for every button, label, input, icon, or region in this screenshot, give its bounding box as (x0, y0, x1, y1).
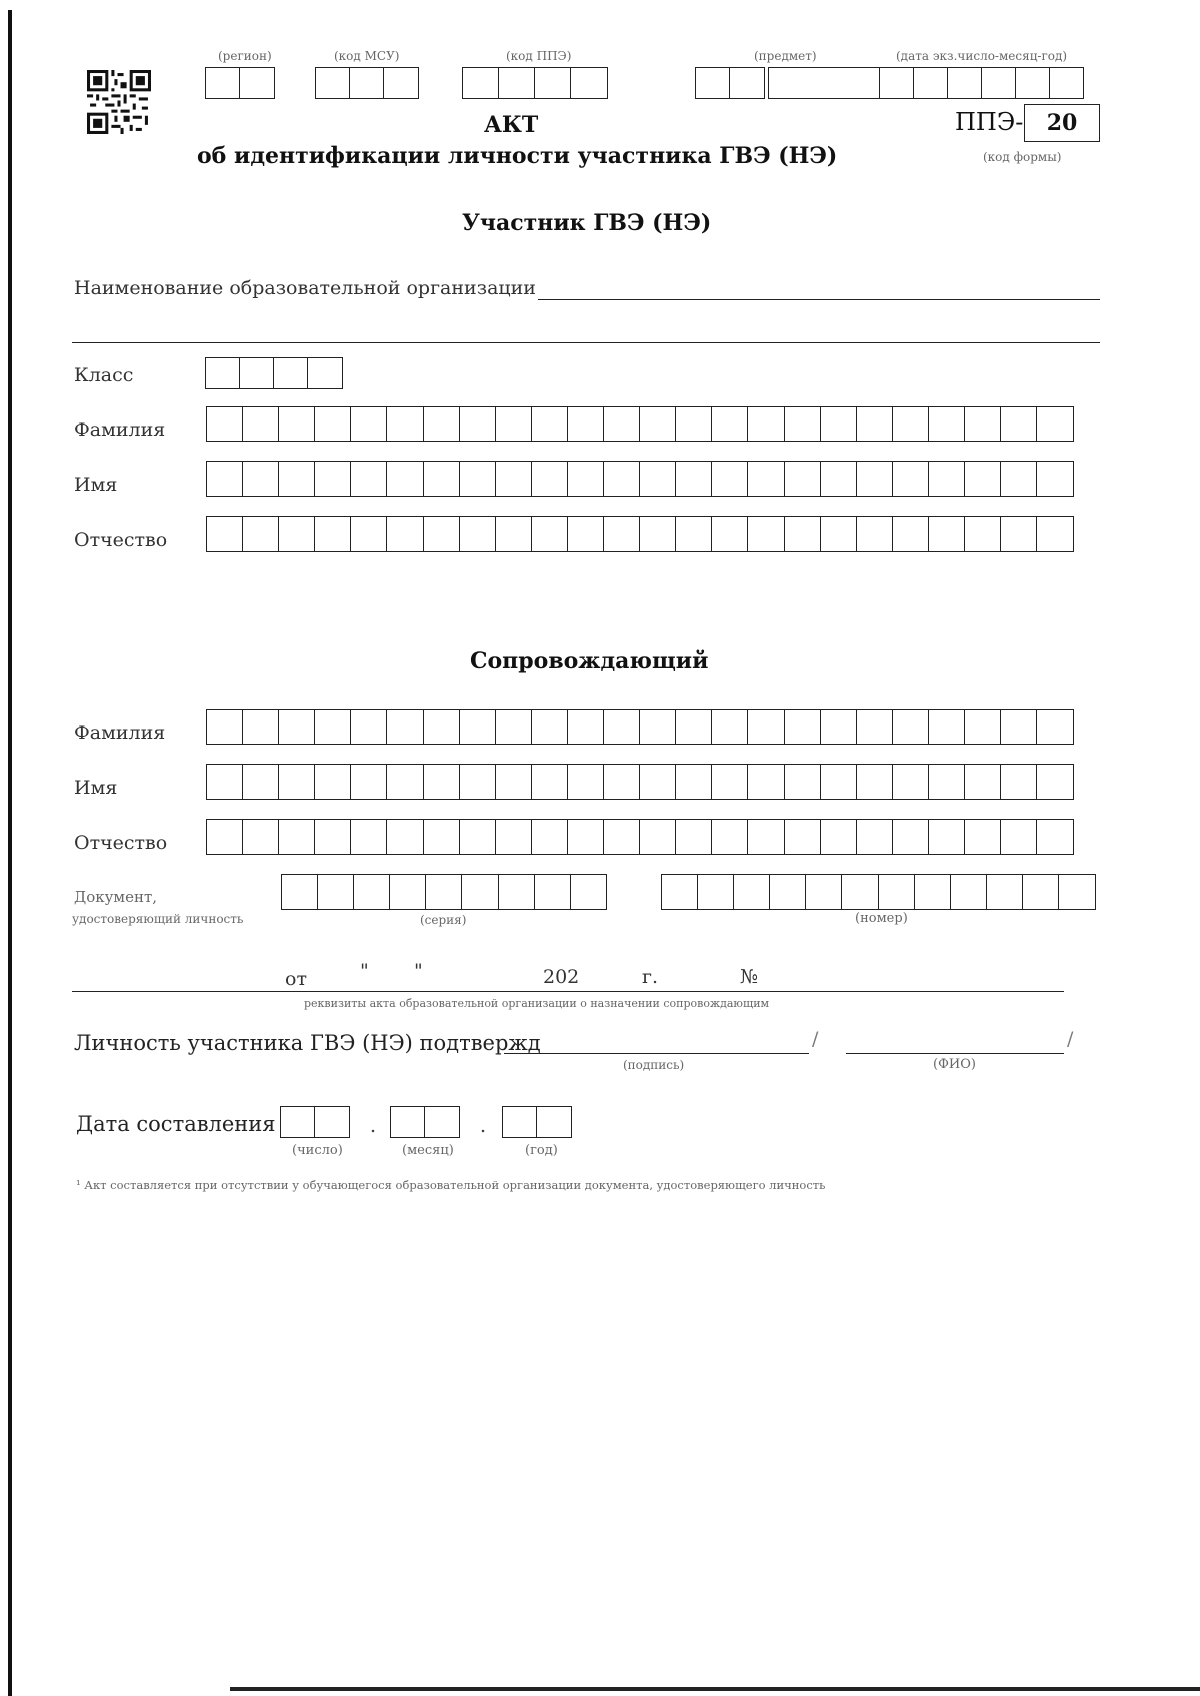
char-cell[interactable] (386, 516, 424, 552)
msu-code-field[interactable] (315, 67, 417, 99)
char-cell[interactable] (747, 764, 785, 800)
subject-code-field[interactable] (695, 67, 763, 99)
char-cell[interactable] (1000, 461, 1038, 497)
signature-line[interactable] (504, 1053, 809, 1054)
participant-section-title: Участник ГВЭ (НЭ) (462, 210, 712, 236)
char-cell[interactable] (242, 709, 280, 745)
char-cell[interactable] (386, 709, 424, 745)
char-cell[interactable] (856, 516, 894, 552)
char-cell[interactable] (386, 461, 424, 497)
char-cell[interactable] (567, 406, 605, 442)
signature-slash: / (812, 1028, 819, 1050)
char-cell[interactable] (675, 406, 713, 442)
form-prefix: ППЭ- (955, 108, 1024, 136)
char-cell[interactable] (242, 406, 280, 442)
participant-name-label: Имя (74, 474, 118, 496)
char-cell[interactable] (567, 819, 605, 855)
fio-slash: / (1067, 1028, 1074, 1050)
escort-surname-field[interactable] (206, 709, 1072, 745)
char-cell[interactable] (567, 764, 605, 800)
char-cell[interactable] (675, 461, 713, 497)
confirmation-label: Личность участника ГВЭ (НЭ) подтвержд (74, 1031, 541, 1055)
char-cell[interactable] (892, 516, 930, 552)
char-cell[interactable] (784, 406, 822, 442)
fio-line[interactable] (846, 1053, 1064, 1054)
char-cell[interactable] (928, 764, 966, 800)
escort-name-label: Имя (74, 777, 118, 799)
char-cell[interactable] (278, 764, 316, 800)
char-cell[interactable] (603, 406, 641, 442)
char-cell[interactable] (459, 819, 497, 855)
char-cell[interactable] (242, 461, 280, 497)
char-cell[interactable] (928, 406, 966, 442)
char-cell[interactable] (314, 819, 352, 855)
char-cell[interactable] (1036, 709, 1074, 745)
char-cell[interactable] (711, 709, 749, 745)
char-cell[interactable] (711, 764, 749, 800)
char-cell[interactable] (856, 819, 894, 855)
char-cell[interactable] (423, 516, 461, 552)
char-cell[interactable] (603, 516, 641, 552)
char-cell[interactable] (856, 406, 894, 442)
document-series-field[interactable] (281, 874, 606, 910)
scan-edge-bottom (230, 1687, 1200, 1691)
act-quote-open: " (360, 960, 369, 982)
exam-date-field[interactable] (768, 67, 1083, 99)
char-cell[interactable] (892, 406, 930, 442)
char-cell[interactable] (1036, 819, 1074, 855)
char-cell[interactable] (1000, 516, 1038, 552)
participant-surname-label: Фамилия (74, 419, 166, 441)
char-cell[interactable] (892, 764, 930, 800)
char-cell[interactable] (950, 874, 988, 910)
char-cell[interactable] (353, 874, 391, 910)
char-cell[interactable] (495, 461, 533, 497)
char-cell[interactable] (1036, 461, 1074, 497)
char-cell[interactable] (1058, 874, 1096, 910)
act-subtitle: об идентификации личности участника ГВЭ (НЭ) (197, 143, 838, 169)
char-cell[interactable] (242, 819, 280, 855)
act-details-line[interactable] (72, 991, 1064, 992)
footnote: ¹ Акт составляется при отсутствии у обучающегося образовательной организации документа, удостоверяющего личность (76, 1178, 826, 1192)
compile-date-label: Дата составления (76, 1112, 276, 1136)
char-cell[interactable] (314, 406, 352, 442)
participant-surname-field[interactable] (206, 406, 1072, 442)
ppe-code-field[interactable] (462, 67, 606, 99)
char-cell[interactable] (350, 764, 388, 800)
document-number-field[interactable] (661, 874, 1094, 910)
char-cell[interactable] (928, 516, 966, 552)
char-cell[interactable] (697, 874, 735, 910)
date-dot-1: . (370, 1115, 377, 1137)
char-cell[interactable] (206, 819, 244, 855)
char-cell[interactable] (1022, 874, 1060, 910)
char-cell[interactable] (350, 406, 388, 442)
escort-surname-label: Фамилия (74, 722, 166, 744)
char-cell[interactable] (784, 709, 822, 745)
char-cell[interactable] (386, 764, 424, 800)
region-caption: (регион) (218, 49, 272, 63)
char-cell[interactable] (278, 406, 316, 442)
char-cell[interactable] (769, 874, 807, 910)
char-cell[interactable] (639, 819, 677, 855)
char-cell[interactable] (711, 819, 749, 855)
char-cell[interactable] (459, 406, 497, 442)
char-cell[interactable] (317, 874, 355, 910)
char-cell[interactable] (386, 819, 424, 855)
form-code-caption: (код формы) (983, 150, 1062, 164)
char-cell[interactable] (278, 819, 316, 855)
act-title: АКТ (484, 112, 539, 138)
class-label: Класс (74, 364, 134, 386)
char-cell[interactable] (675, 764, 713, 800)
char-cell[interactable] (495, 516, 533, 552)
char-cell[interactable] (964, 461, 1002, 497)
char-cell[interactable] (531, 764, 569, 800)
char-cell[interactable] (567, 461, 605, 497)
char-cell[interactable] (314, 516, 352, 552)
char-cell[interactable] (206, 516, 244, 552)
char-cell[interactable] (278, 461, 316, 497)
participant-patronymic-field[interactable] (206, 516, 1072, 552)
char-cell[interactable] (350, 461, 388, 497)
day-caption: (число) (292, 1143, 343, 1158)
char-cell[interactable] (820, 516, 858, 552)
char-cell[interactable] (856, 764, 894, 800)
char-cell[interactable] (495, 819, 533, 855)
char-cell[interactable] (711, 406, 749, 442)
char-cell[interactable] (386, 406, 424, 442)
char-cell[interactable] (567, 709, 605, 745)
char-cell[interactable] (350, 709, 388, 745)
ppe-caption: (код ППЭ) (506, 49, 572, 63)
char-cell[interactable] (711, 516, 749, 552)
participant-name-field[interactable] (206, 461, 1072, 497)
char-cell[interactable] (281, 874, 319, 910)
act-details-caption: реквизиты акта образовательной организации о назначении сопровождающим (304, 997, 770, 1010)
char-cell[interactable] (278, 709, 316, 745)
char-cell[interactable] (461, 874, 499, 910)
act-quote-close: " (414, 960, 423, 982)
char-cell[interactable] (534, 874, 572, 910)
char-cell[interactable] (206, 406, 244, 442)
escort-section-title: Сопровождающий (470, 648, 709, 674)
char-cell[interactable] (892, 461, 930, 497)
compile-day-field[interactable] (280, 1106, 348, 1138)
char-cell[interactable] (531, 461, 569, 497)
char-cell[interactable] (784, 764, 822, 800)
char-cell[interactable] (986, 874, 1024, 910)
char-cell[interactable] (1036, 406, 1074, 442)
series-caption: (серия) (420, 913, 467, 927)
escort-patronymic-field[interactable] (206, 819, 1072, 855)
char-cell[interactable] (1000, 819, 1038, 855)
compile-year-field[interactable] (502, 1106, 570, 1138)
participant-patronymic-label: Отчество (74, 529, 168, 551)
char-cell[interactable] (1000, 764, 1038, 800)
char-cell[interactable] (964, 406, 1002, 442)
char-cell[interactable] (747, 709, 785, 745)
char-cell[interactable] (459, 709, 497, 745)
year-caption: (год) (525, 1143, 558, 1158)
char-cell[interactable] (603, 709, 641, 745)
char-cell[interactable] (570, 874, 608, 910)
signature-caption: (подпись) (623, 1058, 685, 1072)
char-cell[interactable] (531, 709, 569, 745)
char-cell[interactable] (914, 874, 952, 910)
char-cell[interactable] (639, 516, 677, 552)
org-name-line-1[interactable] (538, 299, 1100, 300)
char-cell[interactable] (892, 819, 930, 855)
exam-date-caption: (дата экз.число-месяц-год) (896, 49, 1068, 63)
char-cell[interactable] (747, 406, 785, 442)
org-name-line-2[interactable] (72, 342, 1100, 343)
date-dot-2: . (480, 1115, 487, 1137)
document-label: Документ, (74, 888, 158, 906)
char-cell[interactable] (425, 874, 463, 910)
char-cell[interactable] (805, 874, 843, 910)
char-cell[interactable] (747, 819, 785, 855)
char-cell[interactable] (531, 406, 569, 442)
char-cell[interactable] (639, 406, 677, 442)
char-cell[interactable] (495, 709, 533, 745)
char-cell[interactable] (423, 461, 461, 497)
char-cell[interactable] (495, 764, 533, 800)
char-cell[interactable] (928, 709, 966, 745)
char-cell[interactable] (603, 819, 641, 855)
char-cell[interactable] (498, 874, 536, 910)
org-label: Наименование образовательной организации (74, 277, 536, 299)
char-cell[interactable] (892, 709, 930, 745)
char-cell[interactable] (675, 819, 713, 855)
char-cell[interactable] (639, 461, 677, 497)
act-year-suffix: г. (642, 966, 658, 988)
subject-caption: (предмет) (754, 49, 817, 63)
document-label-line2: удостоверяющий личность (72, 912, 244, 926)
act-number-sign: № (740, 966, 758, 988)
qr-code-icon (86, 70, 152, 134)
char-cell[interactable] (928, 461, 966, 497)
char-cell[interactable] (856, 709, 894, 745)
char-cell[interactable] (784, 461, 822, 497)
char-cell[interactable] (206, 461, 244, 497)
char-cell[interactable] (459, 461, 497, 497)
char-cell[interactable] (820, 764, 858, 800)
char-cell[interactable] (314, 764, 352, 800)
char-cell[interactable] (841, 874, 879, 910)
char-cell[interactable] (278, 516, 316, 552)
char-cell[interactable] (964, 516, 1002, 552)
char-cell[interactable] (964, 709, 1002, 745)
char-cell[interactable] (820, 709, 858, 745)
char-cell[interactable] (964, 764, 1002, 800)
char-cell[interactable] (423, 819, 461, 855)
char-cell[interactable] (350, 819, 388, 855)
char-cell[interactable] (495, 406, 533, 442)
char-cell[interactable] (423, 709, 461, 745)
char-cell[interactable] (675, 709, 713, 745)
char-cell[interactable] (1000, 709, 1038, 745)
char-cell[interactable] (856, 461, 894, 497)
char-cell[interactable] (206, 764, 244, 800)
char-cell[interactable] (820, 819, 858, 855)
char-cell[interactable] (603, 764, 641, 800)
char-cell[interactable] (820, 461, 858, 497)
char-cell[interactable] (1036, 764, 1074, 800)
char-cell[interactable] (733, 874, 771, 910)
char-cell[interactable] (459, 516, 497, 552)
act-year: 202 (543, 966, 580, 988)
month-caption: (месяц) (402, 1143, 454, 1158)
form-code-box: 20 (1024, 104, 1100, 142)
char-cell[interactable] (1000, 406, 1038, 442)
escort-name-field[interactable] (206, 764, 1072, 800)
char-cell[interactable] (747, 461, 785, 497)
char-cell[interactable] (711, 461, 749, 497)
msu-caption: (код МСУ) (334, 49, 400, 63)
fio-caption: (ФИО) (933, 1057, 976, 1072)
char-cell[interactable] (423, 764, 461, 800)
char-cell[interactable] (928, 819, 966, 855)
char-cell[interactable] (878, 874, 916, 910)
char-cell[interactable] (1036, 516, 1074, 552)
char-cell[interactable] (747, 516, 785, 552)
compile-month-field[interactable] (390, 1106, 458, 1138)
char-cell[interactable] (603, 461, 641, 497)
char-cell[interactable] (964, 819, 1002, 855)
char-cell[interactable] (661, 874, 699, 910)
char-cell[interactable] (531, 516, 569, 552)
char-cell[interactable] (389, 874, 427, 910)
char-cell[interactable] (206, 709, 244, 745)
char-cell[interactable] (242, 516, 280, 552)
scan-edge-left (8, 10, 12, 1696)
char-cell[interactable] (423, 406, 461, 442)
char-cell[interactable] (314, 709, 352, 745)
char-cell[interactable] (784, 516, 822, 552)
class-field[interactable] (205, 357, 341, 389)
char-cell[interactable] (531, 819, 569, 855)
char-cell[interactable] (350, 516, 388, 552)
char-cell[interactable] (242, 764, 280, 800)
region-field[interactable] (205, 67, 273, 99)
char-cell[interactable] (639, 709, 677, 745)
char-cell[interactable] (459, 764, 497, 800)
char-cell[interactable] (675, 516, 713, 552)
escort-patronymic-label: Отчество (74, 832, 168, 854)
char-cell[interactable] (314, 461, 352, 497)
number-caption: (номер) (855, 911, 908, 926)
char-cell[interactable] (567, 516, 605, 552)
char-cell[interactable] (639, 764, 677, 800)
char-cell[interactable] (820, 406, 858, 442)
act-from-label: от (285, 968, 307, 990)
char-cell[interactable] (784, 819, 822, 855)
